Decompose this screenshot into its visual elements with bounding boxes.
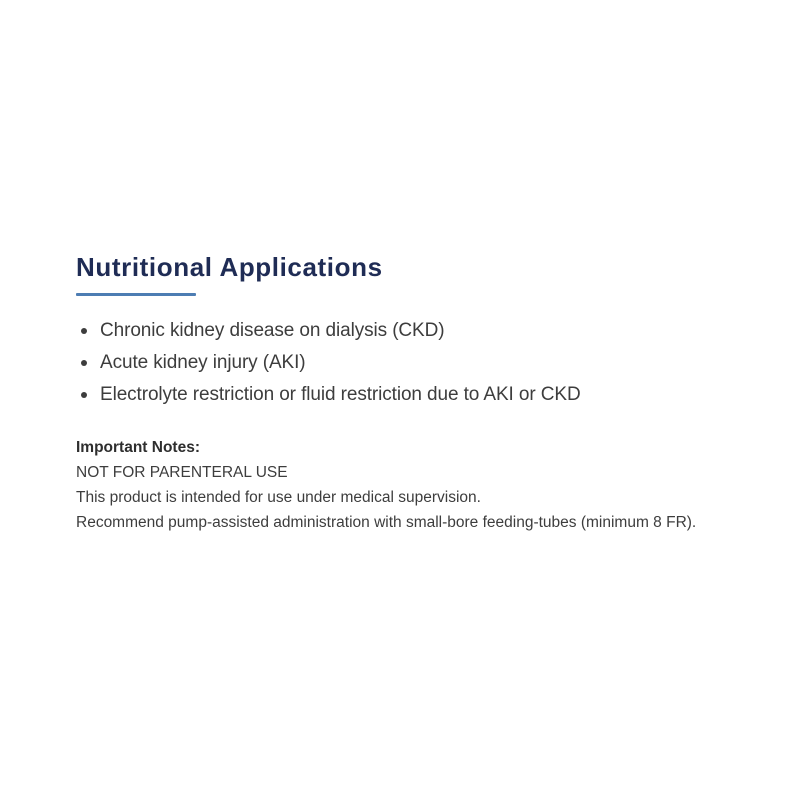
notes-heading: Important Notes: (76, 439, 200, 457)
list-item-label: Acute kidney injury (AKI) (100, 352, 306, 374)
bullet-icon (81, 328, 87, 334)
bullet-icon (81, 392, 87, 398)
note-line-supervision: This product is intended for use under medical supervision. (76, 489, 481, 507)
bullet-icon (81, 360, 87, 366)
note-line-administration: Recommend pump-assisted administration with small-bore feeding-tubes (minimum 8 FR). (76, 514, 697, 532)
list-item (76, 315, 760, 347)
list-item-label: Chronic kidney disease on dialysis (CKD) (100, 320, 445, 342)
note-line-parenteral: NOT FOR PARENTERAL USE (76, 464, 288, 482)
important-notes (76, 435, 760, 535)
list-item-label: Electrolyte restriction or fluid restriction due to AKI or CKD (100, 384, 581, 406)
page-title: Nutritional Applications (76, 252, 383, 282)
applications-list (76, 315, 760, 411)
list-item (76, 347, 760, 379)
list-item (76, 379, 760, 411)
title-underline (76, 293, 196, 296)
